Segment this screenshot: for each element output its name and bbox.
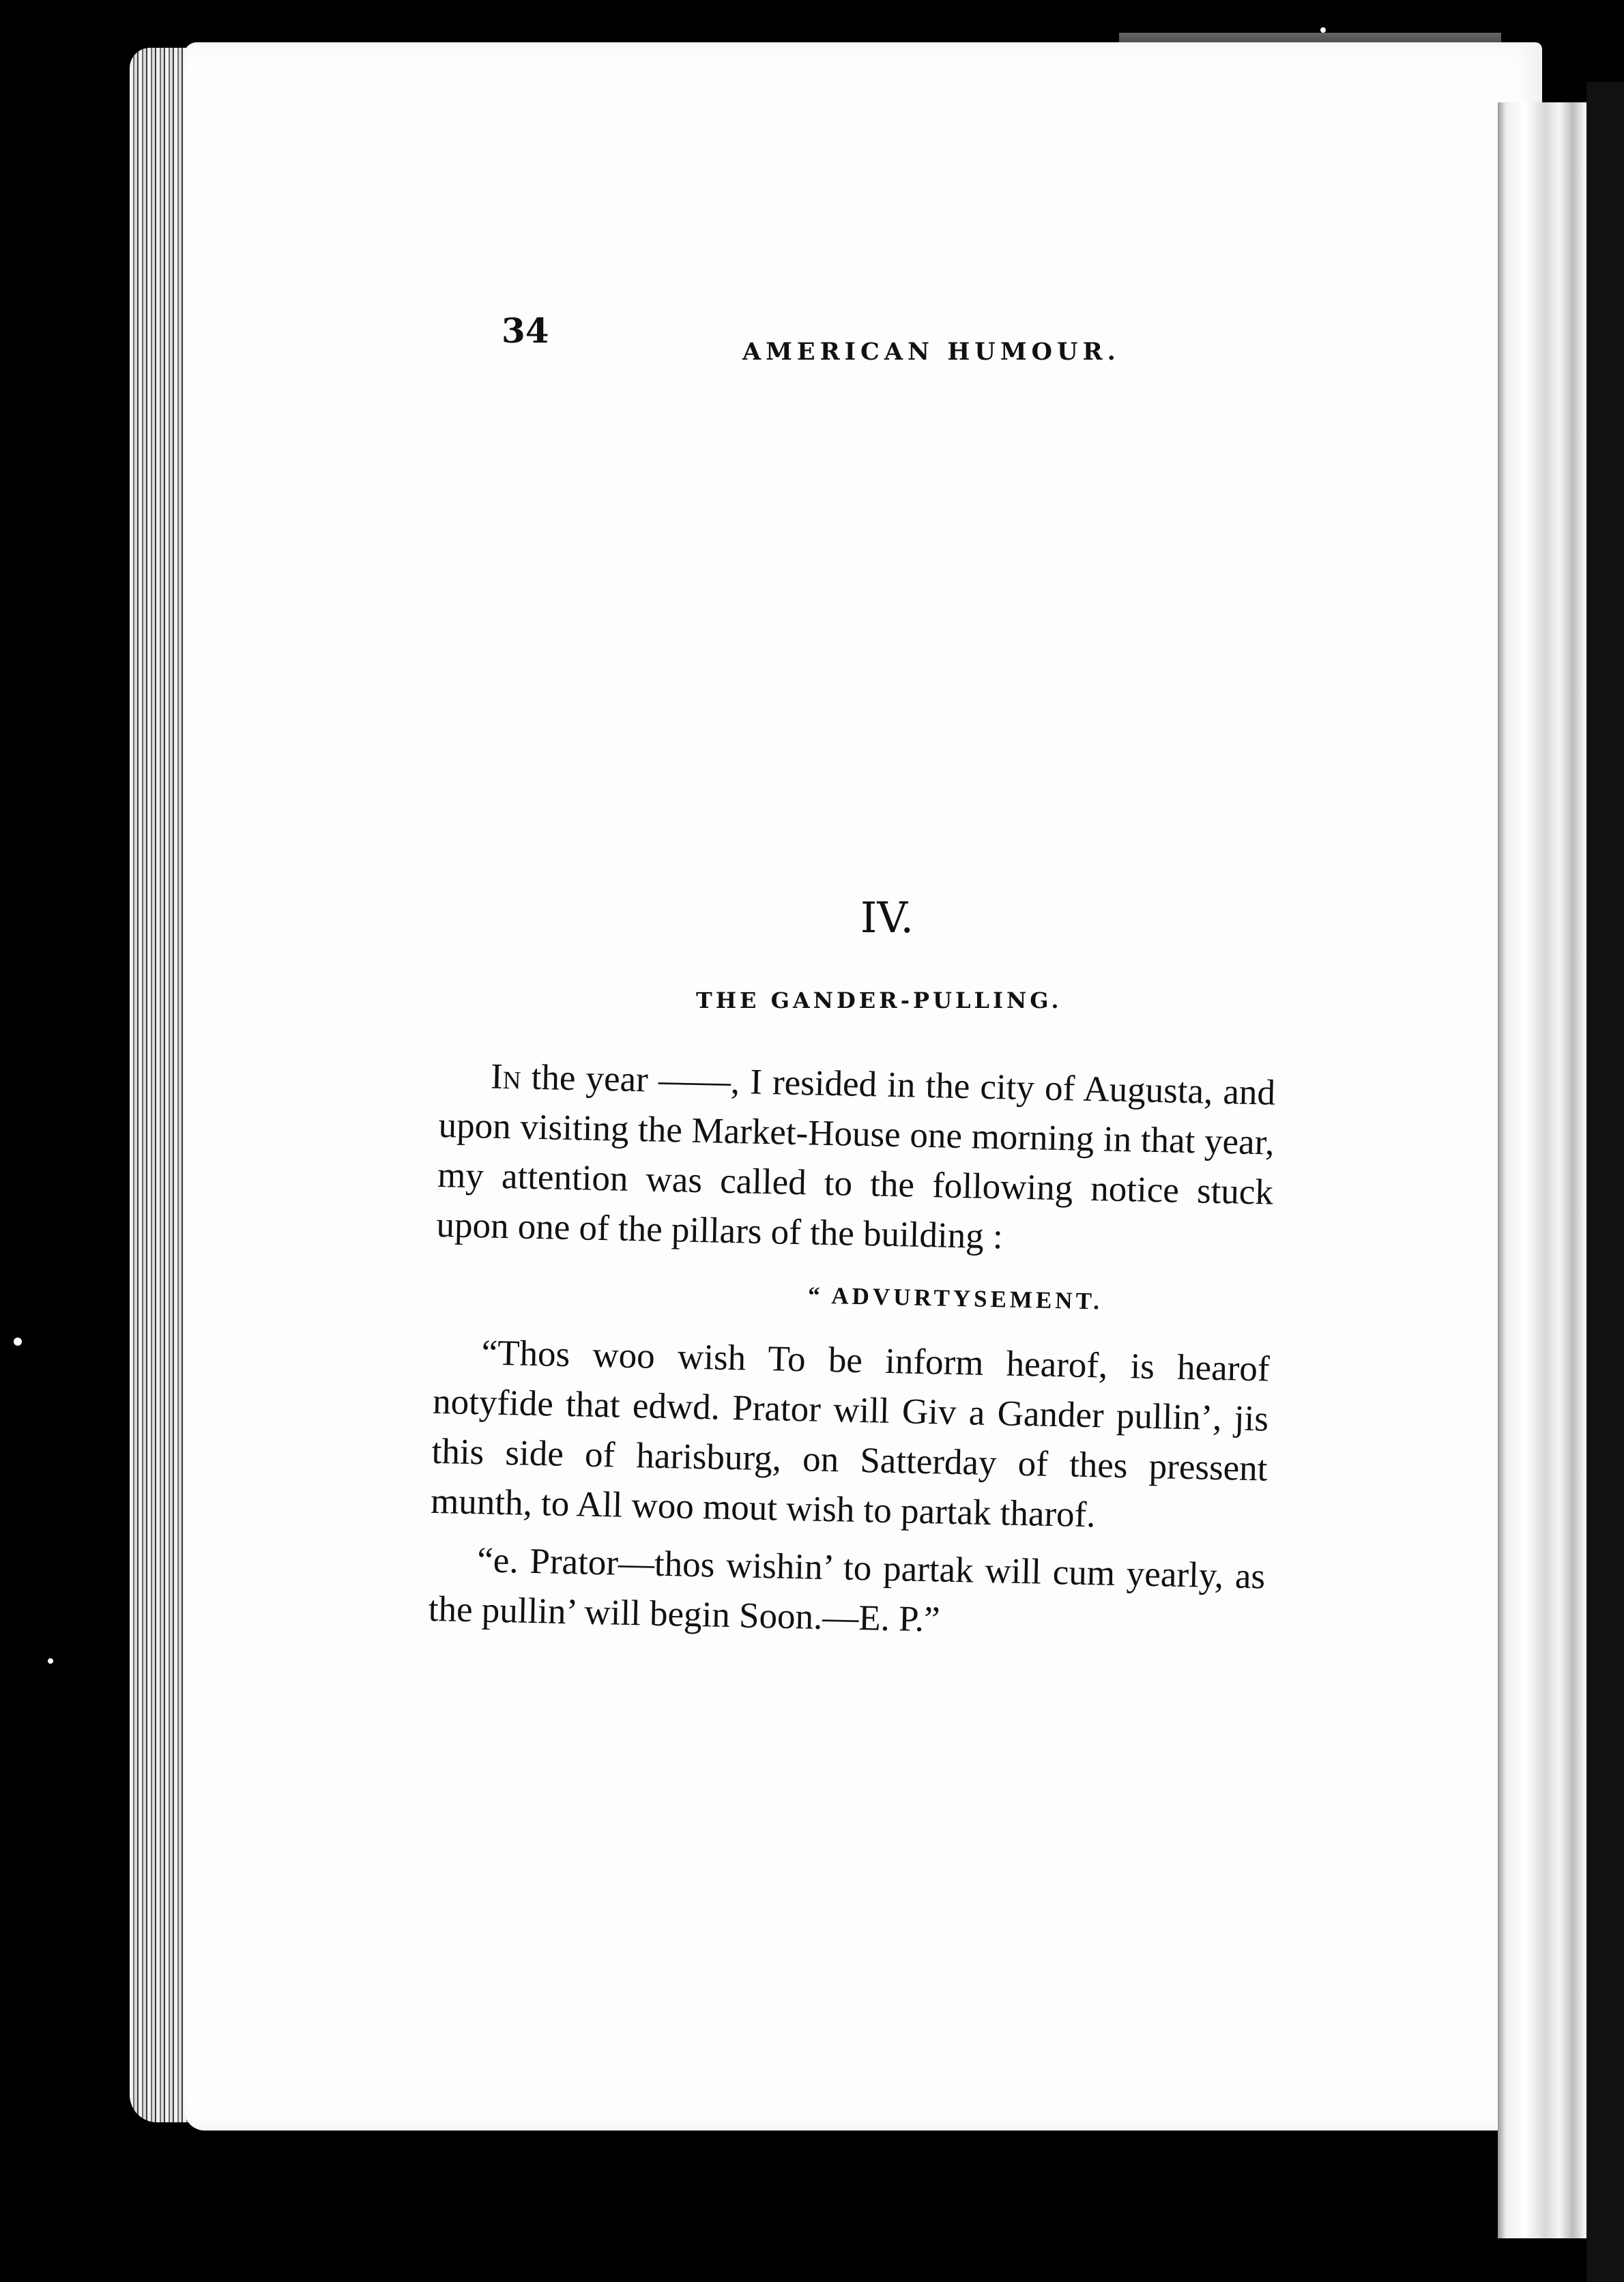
advertisement-paragraph: “Thos woo wish To be inform hearof, is hearof notyfide that edwd. Prator will Giv a Gander pullin’, jis this side of harisburg, on Satterday of thes pressent munth, to All woo mout wish to partak tharof. <box>430 1333 1271 1535</box>
running-head <box>0 310 1624 365</box>
advertisement-text <box>428 1327 1270 1652</box>
intro-paragraph <box>436 1051 1276 1268</box>
body-text <box>428 1051 1276 1651</box>
page-number: 34 <box>502 310 549 351</box>
running-title: AMERICAN HUMOUR. <box>742 338 1120 366</box>
advertisement-heading: “ ADVURTYSEMENT. <box>807 1282 1103 1315</box>
scan-speck <box>14 1338 22 1346</box>
scan-speck <box>1320 27 1326 33</box>
intro-text: the year ——, I resided in the city of Augusta, and upon visiting the Market-House one morning in that year, my attention was called to the following notice stuck upon one of the pillars of the building : <box>436 1057 1276 1257</box>
chapter-number: IV. <box>860 893 914 942</box>
drop-lead: In <box>490 1056 522 1097</box>
facing-page-edge <box>1498 102 1586 2238</box>
scan-border <box>1586 82 1624 2282</box>
advertisement-paragraph: “e. Prator—thos wishin’ to partak will cum yearly, as the pullin’ will begin Soon.—E. P.” <box>428 1540 1266 1640</box>
chapter-title: THE GANDER-PULLING. <box>696 987 1062 1013</box>
scan-speck <box>48 1658 53 1664</box>
